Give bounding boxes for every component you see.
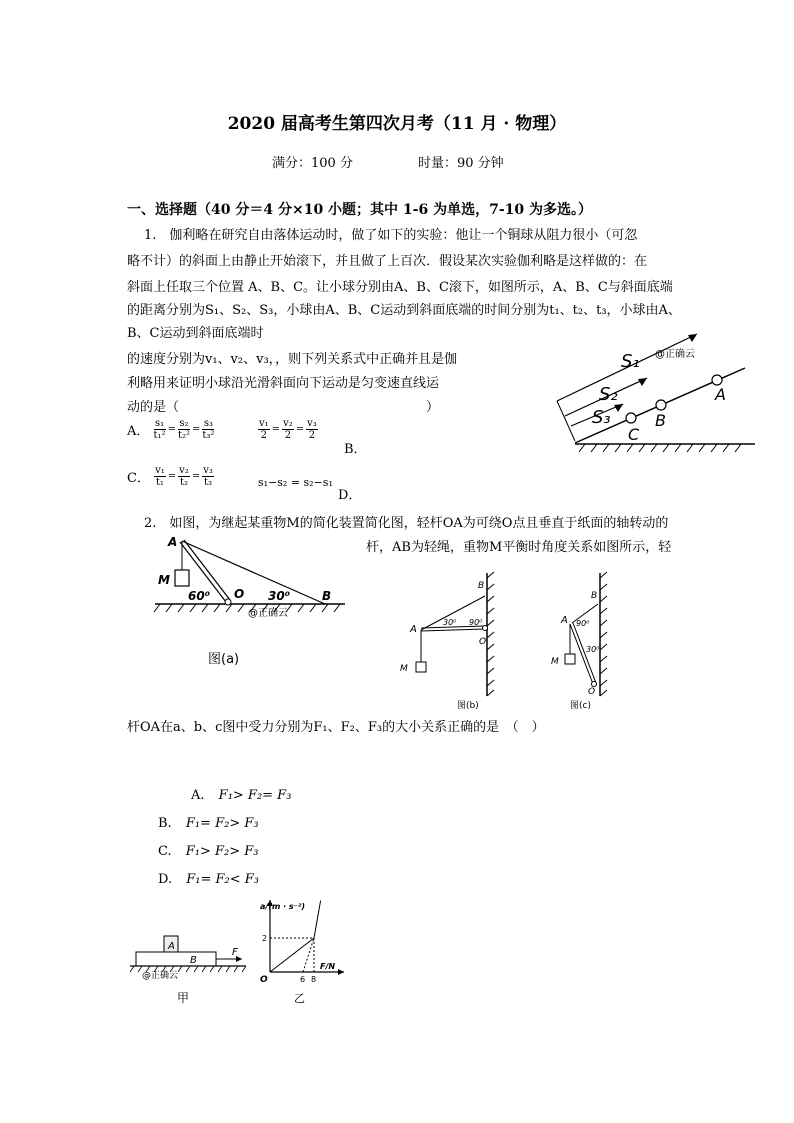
q1-option-d[interactable]: D． [338, 488, 362, 503]
mass-m-c [565, 654, 575, 664]
wall-b-hatch [487, 572, 494, 696]
q2-option-a-expr: F₁> F₂= F₃ [218, 788, 292, 803]
label-s2: S₂ [599, 384, 618, 405]
s3-arrowhead [614, 404, 623, 412]
frac-b3: $\frac{\text{v₃}}{2}$ [307, 418, 317, 441]
fig-b-caption: 图(b) [457, 701, 479, 710]
q1-option-a[interactable]: A． $\frac{\text{s₁}}{\text{t₁²}}$ = $\frac{\text{s₂}}{\text{t₂²}}$ = $\frac{\text{s₃}}{\text{t₃²}}$ [127, 418, 215, 441]
arrow-base-line [557, 401, 575, 441]
frac-b1: $\frac{\text{v₁}}{2}$ [259, 418, 269, 441]
q1-option-c-label: C． [127, 471, 150, 486]
q1-option-c[interactable]: C． $\frac{\text{v₁}}{\text{t₁}}$ = $\frac{\text{v₂}}{\text{t₂}}$ = $\frac{\text{v₃}}{\text{t₃}}$ [127, 465, 213, 488]
q2-option-d-label: D. [158, 872, 173, 887]
fig-c-label-m: M [551, 657, 559, 667]
frac-a1: $\frac{\text{s₁}}{\text{t₁²}}$ [153, 418, 166, 441]
q2-option-b-expr: F₁= F₂> F₃ [185, 816, 259, 831]
ground-hatch [579, 444, 741, 452]
fig-a-label-b: B [322, 589, 332, 603]
q2-option-c-expr: F₁> F₂> F₃ [185, 844, 259, 859]
q1-option-a-label: A． [127, 424, 150, 439]
figure-b [395, 568, 505, 710]
label-s3: S₃ [592, 407, 611, 428]
jia-label-a: A [168, 941, 175, 952]
q2-option-d[interactable] [158, 872, 259, 887]
q2-option-c-label: C. [158, 844, 172, 859]
ball-c [626, 413, 636, 423]
rod-oa-b-edge [421, 629, 485, 631]
y-tick-2: 2 [262, 934, 268, 943]
fig-c-label-a: A [561, 615, 568, 626]
q1-line-3: 斜面上任取三个位置 A、B、C。让小球分别由A、B、C滚下，如图所示，A、B、C与斜面底端 [127, 280, 673, 295]
frac-a3: $\frac{\text{s₃}}{\text{t₃²}}$ [202, 418, 215, 441]
fig-b-label-m: M [400, 664, 408, 674]
q2-option-b-label: B. [158, 816, 172, 831]
x-tick-6: 6 [300, 975, 306, 984]
fig-a-label-m: M [158, 573, 170, 587]
ground-a-hatch [154, 604, 340, 612]
fig-a-angle-30: 30⁰ [268, 589, 290, 603]
frac-b2: $\frac{\text{v₂}}{2}$ [283, 418, 293, 441]
fig-b-label-a: A [410, 624, 417, 635]
section-heading: 一、选择题（40 分＝4 分×10 小题；其中 1-6 为单选，7-10 为多选。） [127, 202, 593, 218]
origin-label: O [260, 975, 268, 985]
y-axis-label: a/(m · s⁻²) [260, 902, 306, 911]
q2-option-b[interactable] [158, 816, 259, 831]
block-b [136, 952, 216, 966]
q1-line-4: 的距离分别为S₁、S₂、S₃，小球由A、B、C运动到斜面底端的时间分别为t₁、t₂、t₃，小球由A、 [127, 303, 681, 318]
q2-line-1: 2. 如图，为继起某重物M的简化装置简化图，轻杆OA为可绕O点且垂直于纸面的轴转动的 [144, 516, 669, 531]
pivot-o-c [592, 682, 597, 687]
guide-slant [303, 938, 314, 972]
jia-watermark: @正确云 [142, 971, 179, 981]
watermark: @正确云 [655, 349, 695, 360]
q2-option-c[interactable] [158, 844, 259, 859]
frac-a2: $\frac{\text{s₂}}{\text{t₂²}}$ [177, 418, 191, 441]
q2-option-d-expr: F₁= F₂< F₃ [186, 872, 259, 887]
frac-c2: $\frac{\text{v₂}}{\text{t₂}}$ [179, 465, 189, 488]
ball-a [712, 375, 722, 385]
fig-a-angle-60: 60⁰ [188, 589, 210, 603]
q1-line-7: 利略用来证明小球沿光滑斜面向下运动是匀变速直线运 [127, 376, 440, 391]
q1-option-d-expr: s₁−s₂ = s₂−s₁ [258, 476, 333, 489]
pivot-o-a [225, 599, 231, 605]
fig-b-label-b: B [478, 581, 485, 591]
fig-a-label-a: A [168, 535, 178, 549]
mass-m-a [175, 570, 189, 586]
fig-b-angle-30: 30⁰ [443, 618, 457, 627]
jia-label-f: F [232, 947, 238, 958]
fig-b-label-o: O [479, 637, 487, 647]
mass-m-b [416, 662, 426, 672]
fig-b-angle-90: 90⁰ [469, 618, 483, 627]
fig-a-watermark: @正确云 [248, 608, 288, 619]
q2-line-3: 杆OA在a、b、c图中受力分别为F₁、F₂、F₃的大小关系正确的是 （ ） [127, 720, 545, 735]
q2-option-a-label: A. [191, 788, 205, 803]
fig-c-label-o: O [588, 687, 596, 697]
pivot-o-b [483, 626, 488, 631]
frac-c3: $\frac{\text{v₃}}{\text{t₃}}$ [203, 465, 213, 488]
frac-c1: $\frac{\text{v₁}}{\text{t₁}}$ [155, 465, 165, 488]
q1-line-2: 略不计）的斜面上由静止开始滚下，并且做了上百次．假设某次实验伽利略是这样做的：在 [127, 254, 648, 269]
q2-option-a[interactable] [191, 788, 291, 803]
q1-line-5: B、C运动到斜面底端时 [127, 326, 264, 341]
label-a: A [715, 385, 726, 404]
label-b: B [655, 411, 666, 430]
fig-c-caption: 图(c) [570, 701, 591, 710]
fig-a-label-o: O [234, 587, 245, 601]
q1-line-6: 的速度分别为v₁、v₂、v₃，，则下列关系式中正确并且是伽 [127, 352, 458, 367]
page-title: 2020 届高考生第四次月考（11 月 · 物理） [227, 114, 567, 134]
jia-caption: 甲 [177, 991, 190, 1005]
series-line-2 [314, 901, 321, 938]
figure-a [150, 532, 350, 672]
q2-line-2: 杆，AB为轻绳，重物M平衡时角度关系如图所示，轻 [366, 540, 672, 555]
figure-c [548, 568, 618, 710]
figure-jia [128, 928, 248, 1008]
fig-c-label-b: B [591, 591, 598, 601]
full-score: 满分：100 分 [272, 156, 353, 171]
label-s1: S₁ [621, 351, 640, 372]
incline-figure [545, 326, 760, 461]
x-axis-label: F/N [320, 962, 336, 971]
yi-caption: 乙 [294, 992, 305, 1005]
fig-c-angle-90: 90⁰ [576, 619, 590, 628]
q1-line-8: 动的是（ ） [127, 400, 440, 415]
chart-marks [270, 901, 321, 972]
jia-label-b: B [190, 955, 197, 966]
q1-option-b-expr: $\frac{\text{v₁}}{2}$ = $\frac{\text{v₂}}{2}$ = $\frac{\text{v₃}}{2}$ [259, 418, 317, 441]
figure-yi-chart [252, 896, 352, 1008]
fig-c-angle-30: 30⁰ [586, 645, 600, 654]
fig-a-caption: 图(a) [208, 652, 240, 667]
series-line-1 [270, 938, 314, 972]
ball-b [656, 400, 666, 410]
x-tick-8: 8 [311, 975, 317, 984]
q1-line-1: 1. 伽利略在研究自由落体运动时，做了如下的实验：他让一个铜球从阻力很小（可忽 [144, 228, 638, 243]
x-axis-arrow [338, 969, 344, 975]
wall-c-hatch [600, 572, 607, 696]
label-c: C [628, 425, 640, 444]
q1-option-b[interactable]: B． [344, 442, 367, 457]
exam-time: 时量：90 分钟 [418, 156, 504, 171]
